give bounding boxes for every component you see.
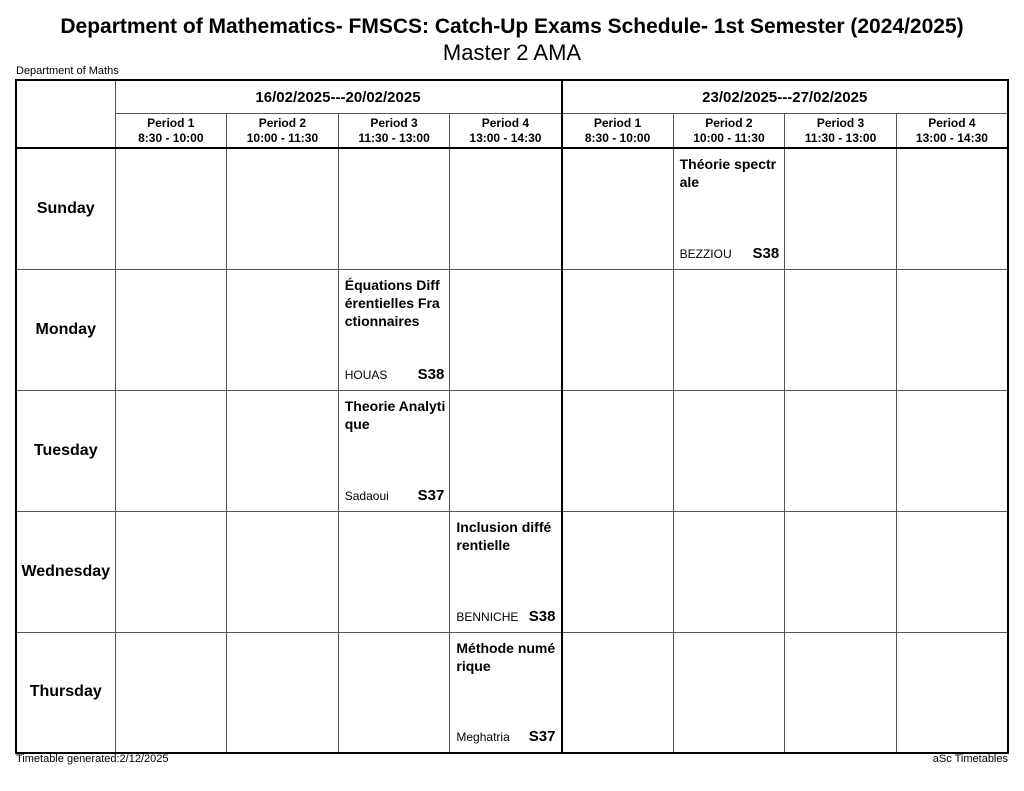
table-row — [16, 269, 1008, 390]
empty-slot — [227, 511, 339, 632]
empty-slot — [562, 148, 674, 269]
empty-slot — [338, 148, 450, 269]
empty-slot — [896, 269, 1008, 390]
exam-slot — [338, 269, 450, 390]
period-name: Period 4 — [481, 115, 530, 130]
empty-slot — [115, 390, 227, 511]
generated-date: Timetable generated:2/12/2025 — [16, 753, 169, 765]
empty-slot — [562, 390, 674, 511]
empty-slot — [673, 632, 785, 753]
empty-slot — [227, 390, 339, 511]
period-name: Period 3 — [816, 115, 865, 130]
day-label: Sunday — [16, 148, 115, 269]
period-time: 8:30 - 10:00 — [584, 130, 651, 145]
period-name: Period 4 — [928, 115, 976, 130]
empty-slot — [896, 148, 1008, 269]
exam-subject: Théorie spectrale — [679, 156, 777, 190]
empty-slot — [673, 269, 785, 390]
empty-slot — [115, 511, 227, 632]
period-time: 13:00 - 14:30 — [469, 130, 542, 145]
empty-slot — [115, 632, 227, 753]
exam-slot — [338, 390, 450, 511]
empty-slot — [450, 269, 562, 390]
empty-slot — [785, 511, 897, 632]
period-time: 11:30 - 13:00 — [804, 130, 877, 145]
period-time: 13:00 - 14:30 — [915, 130, 988, 145]
period-time: 8:30 - 10:00 — [138, 130, 204, 145]
empty-slot — [562, 269, 674, 390]
page-title: Department of Mathematics- FMSCS: Catch-Up Exams Schedule- 1st Semester (2024/2025) — [60, 15, 964, 38]
period-header — [115, 114, 227, 149]
exam-teacher: HOUAS — [344, 367, 388, 382]
period-header — [227, 114, 339, 149]
empty-slot — [785, 632, 897, 753]
period-time: 10:00 - 11:30 — [693, 130, 765, 145]
exam-subject: Méthode numérique — [456, 639, 556, 674]
period-header — [562, 114, 674, 149]
period-name: Period 3 — [370, 115, 418, 130]
day-label: Tuesday — [16, 390, 115, 511]
exam-room: S38 — [417, 365, 445, 383]
empty-slot — [562, 632, 674, 753]
empty-slot — [562, 511, 674, 632]
exam-slot — [673, 148, 785, 269]
exam-room: S38 — [752, 244, 780, 262]
exam-subject: Inclusion différentielle — [456, 518, 552, 553]
empty-slot — [673, 511, 785, 632]
day-label: Monday — [16, 269, 115, 390]
empty-slot — [896, 632, 1008, 753]
empty-slot — [450, 390, 562, 511]
period-time: 11:30 - 13:00 — [358, 130, 430, 145]
exam-teacher: BENNICHE — [456, 609, 519, 624]
period-header — [896, 114, 1008, 149]
exam-room: S37 — [417, 486, 445, 504]
timetable — [15, 79, 1009, 754]
empty-slot — [227, 632, 339, 753]
table-row — [16, 632, 1008, 753]
day-label: Thursday — [16, 632, 115, 753]
empty-slot — [673, 390, 785, 511]
exam-slot — [450, 511, 562, 632]
period-time: 10:00 - 11:30 — [246, 130, 319, 145]
period-name: Period 1 — [593, 115, 642, 130]
exam-teacher: Sadaoui — [344, 488, 389, 503]
empty-slot — [450, 148, 562, 269]
exam-teacher: Meghatria — [456, 730, 510, 744]
period-header — [785, 114, 897, 149]
table-row — [16, 148, 1008, 269]
empty-slot — [338, 511, 450, 632]
week-header-1: 16/02/2025---20/02/2025 — [115, 80, 562, 114]
table-row — [16, 511, 1008, 632]
empty-slot — [115, 148, 227, 269]
empty-slot — [785, 148, 897, 269]
period-name: Period 1 — [147, 115, 195, 130]
empty-slot — [785, 390, 897, 511]
period-header — [338, 114, 450, 149]
period-header — [450, 114, 562, 149]
exam-room: S37 — [528, 728, 556, 745]
empty-slot — [338, 632, 450, 753]
table-row — [16, 390, 1008, 511]
empty-slot — [785, 269, 897, 390]
exam-slot — [450, 632, 562, 753]
empty-slot — [227, 148, 339, 269]
empty-slot — [115, 269, 227, 390]
corner-cell — [16, 80, 115, 148]
week-header-2: 23/02/2025---27/02/2025 — [562, 80, 1009, 114]
exam-room: S38 — [528, 607, 556, 625]
page-subtitle: Master 2 AMA — [442, 40, 582, 65]
empty-slot — [896, 390, 1008, 511]
day-label: Wednesday — [16, 511, 115, 632]
exam-subject: Équations Différentielles Fractionnaires — [344, 276, 440, 329]
period-header — [673, 114, 785, 149]
empty-slot — [227, 269, 339, 390]
exam-subject: Theorie Analytique — [344, 397, 446, 432]
software-credit: aSc Timetables — [932, 753, 1008, 765]
period-name: Period 2 — [705, 115, 753, 130]
department-label: Department of Maths — [16, 65, 119, 77]
empty-slot — [896, 511, 1008, 632]
exam-teacher: BEZZIOU — [679, 246, 732, 261]
period-name: Period 2 — [258, 115, 307, 130]
